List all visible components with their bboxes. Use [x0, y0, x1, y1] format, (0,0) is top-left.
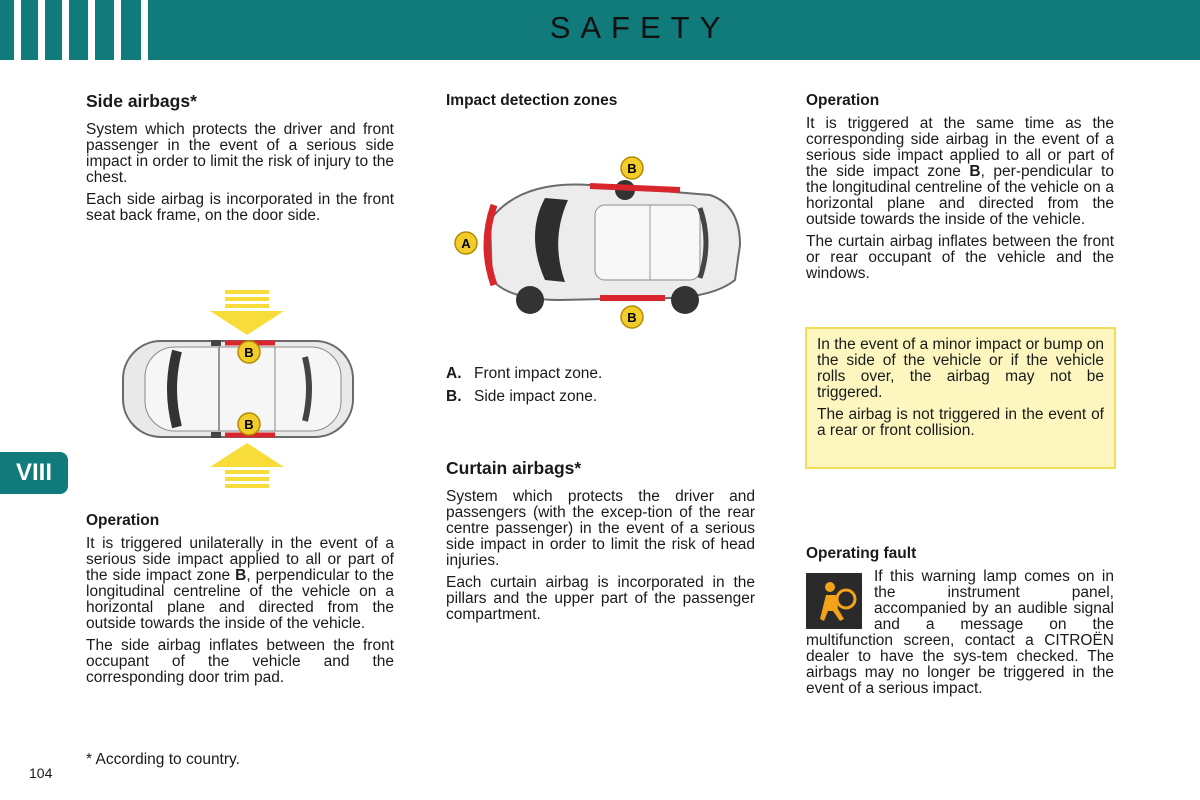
right-operation-p1: It is triggered at the same time as the corresponding side airbag in the event of a serious side impact applied to all or part of the side impact zone B, per-pendicular to the longitudinal centreline of the vehicle on a horizontal plane and directed from the outside towards the inside of the vehicle. [806, 115, 1114, 228]
warning-note-box [805, 327, 1116, 469]
page-number: 104 [29, 765, 53, 781]
header-stripe [141, 0, 148, 60]
impact-zones-figure [450, 150, 750, 335]
left-operation-title: Operation [86, 512, 160, 529]
airbag-warning-icon [806, 573, 862, 629]
note-p1: In the event of a minor impact or bump on the side of the vehicle or if the vehicle rolls over, the airbag may not be triggered. [817, 336, 1104, 401]
side-airbags-intro-2: Each side airbag is incorporated in the front seat back frame, on the door side. [86, 191, 394, 224]
side-impact-zone-top [590, 186, 680, 190]
operating-fault-text: If this warning lamp comes on in the instrument panel, accompanied by an audible signal and a message on the multifunction screen, contact a CITROËN dealer to have the sys-tem checked. The airbags may no longer be triggered in the event of a serious impact. [806, 568, 1114, 697]
car-perspective-icon [490, 180, 740, 314]
left-column [86, 91, 394, 230]
curtain-airbags-p2: Each curtain airbag is incorporated in the pillars and the upper part of the passenger compartment. [446, 574, 755, 623]
svg-text:B: B [244, 417, 254, 432]
curtain-airbags-section [446, 458, 755, 629]
left-operation-p1: It is triggered unilaterally in the event of a serious side impact applied to all or part of the side impact zone B, perpendicular to the longitudinal centreline of the vehicle on a horizontal plane and directed from the outside towards the inside of the vehicle. [86, 535, 394, 632]
marker-b-bottom [238, 413, 260, 435]
left-operation-p2: The side airbag inflates between the front occupant of the vehicle and the corresponding door trim pad. [86, 637, 394, 686]
right-operation-title: Operation [806, 92, 880, 109]
legend-row-b: B. Side impact zone. [446, 388, 598, 405]
left-operation [86, 512, 394, 692]
side-airbags-title: Side airbags* [86, 91, 197, 111]
svg-text:B: B [244, 345, 254, 360]
impact-zones-section [446, 92, 756, 116]
marker-b-bottom [621, 306, 643, 328]
side-airbags-intro-1: System which protects the driver and front passenger in the event of a serious side impact in order to limit the risk of injury to the chest. [86, 121, 394, 186]
operating-fault-title: Operating fault [806, 545, 917, 562]
legend-row-a: A. Front impact zone. [446, 365, 603, 382]
impact-zones-title: Impact detection zones [446, 92, 618, 109]
header-stripe [88, 0, 95, 60]
page-title: SAFETY [549, 10, 731, 45]
header-stripe [38, 0, 45, 60]
header-stripe [62, 0, 69, 60]
chapter-tab[interactable]: VIII [0, 452, 68, 494]
impact-arrow-up-icon [210, 443, 284, 488]
right-operation [806, 92, 1114, 288]
right-operation-p2: The curtain airbag inflates between the front or rear occupant of the vehicle and the windows. [806, 233, 1114, 282]
header-stripe [114, 0, 121, 60]
footnote: * According to country. [86, 751, 240, 768]
impact-arrow-down-icon [210, 290, 284, 335]
svg-text:B: B [627, 161, 637, 176]
svg-text:A: A [461, 236, 471, 251]
side-airbag-figure [115, 285, 365, 495]
curtain-airbags-p1: System which protects the driver and passengers (with the excep-tion of the rear centre passenger) in the event of a serious side impact in order to limit the risk of head injuries. [446, 488, 755, 569]
svg-text:B: B [627, 310, 637, 325]
operating-fault-section [806, 545, 1114, 703]
marker-a [455, 232, 477, 254]
marker-b-top [621, 157, 643, 179]
curtain-airbags-title: Curtain airbags* [446, 458, 582, 478]
marker-b-top [238, 341, 260, 363]
impact-zones-legend [446, 365, 756, 411]
page-header [0, 0, 1200, 60]
note-p2: The airbag is not triggered in the event of a rear or front collision. [817, 406, 1104, 439]
header-stripe [14, 0, 21, 60]
